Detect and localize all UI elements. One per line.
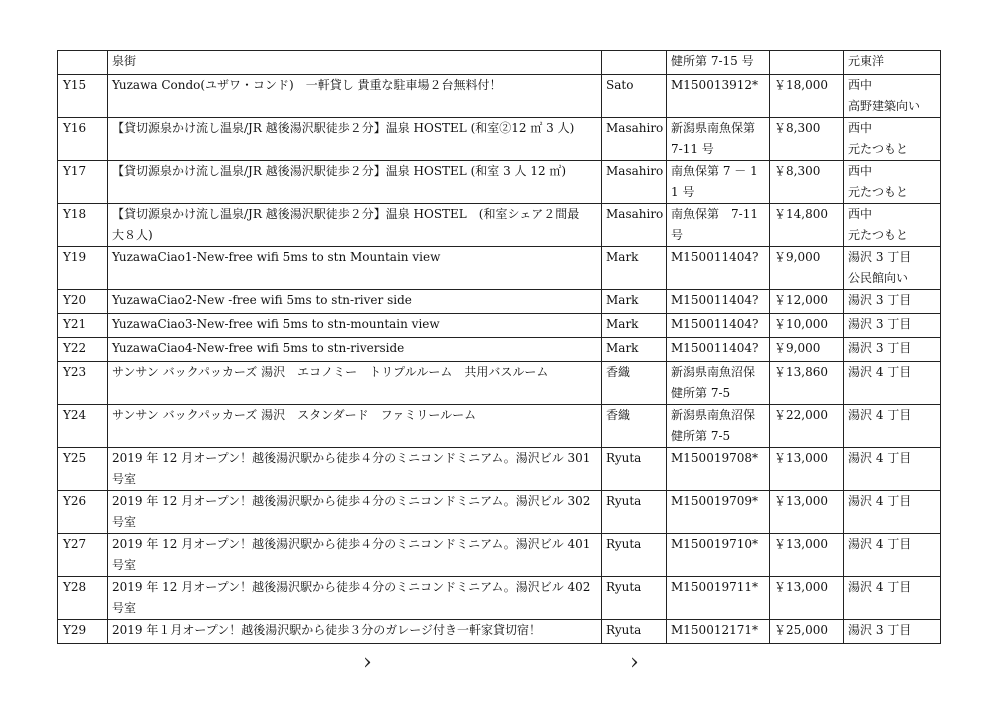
cell-license: M150019708* [667,448,770,491]
cell-host: Masahiro [602,118,667,161]
cell-name: サンサン バックパッカーズ 湯沢 スタンダード ファミリールーム [108,405,602,448]
table-row [58,161,941,204]
cell-price: ￥8,300 [770,118,844,161]
header-cell-name: 泉街 [108,51,602,75]
table-row [58,362,941,405]
table-row [58,405,941,448]
table-row [58,338,941,362]
cell-host: Masahiro [602,161,667,204]
cell-id: Y28 [58,577,108,620]
cell-price: ￥10,000 [770,314,844,338]
cell-area: 湯沢 4 丁目 [844,534,941,577]
cell-host: Mark [602,247,667,290]
cell-area: 西中 高野建築向い [844,75,941,118]
cell-price: ￥12,000 [770,290,844,314]
cell-name: Yuzawa Condo(ユザワ・コンド) 一軒貸し 貴重な駐車場２台無料付！ [108,75,602,118]
table-row [58,620,941,644]
cell-license: 新潟県南魚沼保 健所第 7-5 [667,362,770,405]
cell-license: 南魚保第 7-11 号 [667,204,770,247]
table-row [58,534,941,577]
cell-id: Y24 [58,405,108,448]
cell-license: M150011404? [667,247,770,290]
cell-id: Y21 [58,314,108,338]
cell-id: Y19 [58,247,108,290]
cell-id: Y23 [58,362,108,405]
table-body [58,51,941,644]
header-cell-host [602,51,667,75]
cell-price: ￥22,000 [770,405,844,448]
cell-area: 湯沢 3 丁目 [844,290,941,314]
listing-table [57,50,941,644]
cell-price: ￥13,860 [770,362,844,405]
table-row [58,75,941,118]
cell-price: ￥13,000 [770,491,844,534]
header-cell-id [58,51,108,75]
header-cell-price [770,51,844,75]
cell-license: M150013912* [667,75,770,118]
header-row [58,51,941,75]
cell-price: ￥13,000 [770,577,844,620]
cell-name: 【貸切源泉かけ流し温泉/JR 越後湯沢駅徒歩２分】温泉 HOSTEL (和室 3 人 12 ㎡) [108,161,602,204]
cell-area: 西中 元たつもと [844,118,941,161]
cell-license: M150011404? [667,338,770,362]
table-row [58,577,941,620]
header-cell-license: 健所第 7-15 号 [667,51,770,75]
cell-name: YuzawaCiao3-New-free wifi 5ms to stn-mountain view [108,314,602,338]
cell-license: 新潟県南魚保第 7-11 号 [667,118,770,161]
cell-name: YuzawaCiao2-New -free wifi 5ms to stn-river side [108,290,602,314]
cell-license: M150011404? [667,314,770,338]
cell-id: Y29 [58,620,108,644]
cell-name: 【貸切源泉かけ流し温泉/JR 越後湯沢駅徒歩２分】温泉 HOSTEL (和室②12 ㎡ 3 人) [108,118,602,161]
cell-license: 新潟県南魚沼保 健所第 7-5 [667,405,770,448]
cell-host: 香織 [602,405,667,448]
cell-name: 2019 年 12 月オープン！越後湯沢駅から徒歩４分のミニコンドミニアム。湯沢ビル 402 号室 [108,577,602,620]
cell-price: ￥14,800 [770,204,844,247]
cell-license: 南魚保第 7 － 1 1 号 [667,161,770,204]
cell-name: 2019 年 12 月オープン！越後湯沢駅から徒歩４分のミニコンドミニアム。湯沢ビル 401 号室 [108,534,602,577]
cell-area: 湯沢 3 丁目 [844,314,941,338]
cell-area: 西中 元たつもと [844,204,941,247]
cell-host: Ryuta [602,491,667,534]
cell-name: 2019 年１月オープン！越後湯沢駅から徒歩３分のガレージ付き一軒家貸切宿！ [108,620,602,644]
table-row [58,247,941,290]
cell-license: M150012171* [667,620,770,644]
cell-license: M150019709* [667,491,770,534]
page-mark-right: › [630,650,639,675]
cell-host: Mark [602,290,667,314]
cell-area: 湯沢 3 丁目 [844,338,941,362]
cell-id: Y20 [58,290,108,314]
page-mark-left: › [363,650,372,675]
cell-price: ￥25,000 [770,620,844,644]
cell-area: 湯沢 4 丁目 [844,491,941,534]
cell-area: 湯沢 4 丁目 [844,448,941,491]
cell-host: Mark [602,314,667,338]
cell-price: ￥8,300 [770,161,844,204]
cell-area: 湯沢 4 丁目 [844,577,941,620]
table-row [58,491,941,534]
cell-name: YuzawaCiao4-New-free wifi 5ms to stn-riverside [108,338,602,362]
cell-license: M150019711* [667,577,770,620]
cell-host: Ryuta [602,577,667,620]
cell-id: Y17 [58,161,108,204]
cell-name: YuzawaCiao1-New-free wifi 5ms to stn Mountain view [108,247,602,290]
cell-id: Y16 [58,118,108,161]
cell-name: サンサン バックパッカーズ 湯沢 エコノミー トリプルルーム 共用バスルーム [108,362,602,405]
table-row [58,118,941,161]
cell-id: Y18 [58,204,108,247]
cell-host: Masahiro [602,204,667,247]
cell-price: ￥13,000 [770,534,844,577]
cell-id: Y22 [58,338,108,362]
cell-id: Y15 [58,75,108,118]
cell-id: Y25 [58,448,108,491]
cell-id: Y26 [58,491,108,534]
cell-name: 2019 年 12 月オープン！越後湯沢駅から徒歩４分のミニコンドミニアム。湯沢ビル 301 号室 [108,448,602,491]
cell-price: ￥9,000 [770,247,844,290]
cell-host: Mark [602,338,667,362]
cell-host: Ryuta [602,620,667,644]
cell-price: ￥18,000 [770,75,844,118]
table-row [58,314,941,338]
table-row [58,290,941,314]
cell-area: 湯沢 3 丁目 公民館向い [844,247,941,290]
cell-area: 湯沢 4 丁目 [844,362,941,405]
cell-area: 湯沢 4 丁目 [844,405,941,448]
cell-area: 湯沢 3 丁目 [844,620,941,644]
cell-price: ￥13,000 [770,448,844,491]
table-row [58,204,941,247]
cell-name: 【貸切源泉かけ流し温泉/JR 越後湯沢駅徒歩２分】温泉 HOSTEL (和室シェア２間最 大８人) [108,204,602,247]
cell-license: M150011404? [667,290,770,314]
cell-host: Ryuta [602,448,667,491]
cell-area: 西中 元たつもと [844,161,941,204]
header-cell-area: 元東洋 [844,51,941,75]
cell-price: ￥9,000 [770,338,844,362]
cell-license: M150019710* [667,534,770,577]
cell-name: 2019 年 12 月オープン！越後湯沢駅から徒歩４分のミニコンドミニアム。湯沢ビル 302 号室 [108,491,602,534]
table-row [58,448,941,491]
cell-host: 香織 [602,362,667,405]
cell-host: Ryuta [602,534,667,577]
cell-host: Sato [602,75,667,118]
cell-id: Y27 [58,534,108,577]
